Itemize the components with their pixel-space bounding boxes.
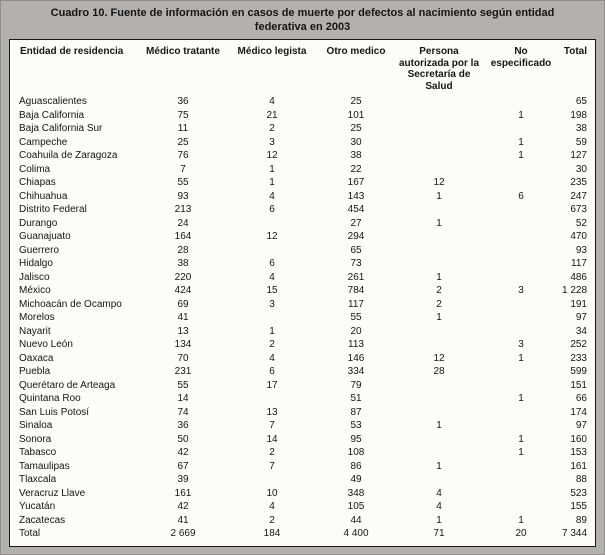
value-cell [482, 217, 560, 231]
value-cell: 153 [570, 447, 587, 458]
value-cell: 28 [177, 244, 189, 256]
value-cell [482, 379, 560, 393]
value-cell: 1 [436, 514, 442, 526]
value-cell: 52 [575, 217, 587, 229]
value-cell: 42 [177, 501, 189, 512]
value-cell: 27 [350, 217, 362, 229]
total-label: Total [19, 528, 41, 539]
value-cell [482, 176, 560, 190]
table-row [18, 284, 589, 298]
value-cell: 1 [436, 312, 442, 323]
value-cell [482, 311, 560, 325]
value-cell: 13 [177, 325, 189, 337]
value-cell: 44 [350, 514, 362, 526]
table-row [18, 257, 589, 271]
value-cell: 1 [518, 433, 524, 445]
value-cell: 4 [269, 352, 275, 364]
value-cell: 24 [177, 217, 189, 229]
value-cell [482, 122, 560, 136]
value-cell [228, 473, 316, 487]
table-row [18, 379, 589, 393]
value-cell: 7 [269, 420, 275, 431]
entity-name: Colima [19, 163, 51, 175]
value-cell: 15 [266, 285, 278, 296]
value-cell: 4 400 [343, 528, 369, 539]
value-cell: 74 [177, 406, 189, 418]
value-cell: 66 [575, 393, 587, 404]
data-table [18, 43, 589, 541]
header-row [18, 43, 589, 95]
value-cell: 1 [518, 447, 524, 458]
entity-name: Puebla [19, 366, 51, 377]
value-cell: 21 [266, 109, 278, 121]
value-cell: 1 [436, 271, 442, 283]
value-cell: 101 [347, 109, 365, 121]
total-row [18, 527, 589, 541]
value-cell: 73 [350, 258, 362, 269]
value-cell: 59 [575, 136, 587, 148]
value-cell [396, 392, 482, 406]
value-cell: 348 [347, 487, 365, 499]
entity-name: Yucatán [19, 501, 56, 512]
value-cell: 1 [518, 352, 524, 364]
table-row [18, 217, 589, 231]
column-header-entidad: Entidad de residencia [20, 46, 124, 57]
value-cell: 22 [350, 163, 362, 175]
value-cell: 12 [433, 352, 445, 364]
entity-name: Quintana Roo [19, 393, 81, 404]
value-cell: 70 [177, 352, 189, 364]
entity-name: Baja California Sur [19, 123, 103, 134]
table-panel [9, 39, 596, 547]
value-cell: 14 [177, 393, 189, 404]
entity-name: Nayarit [19, 325, 51, 337]
value-cell: 6 [518, 190, 524, 202]
value-cell: 3 [518, 285, 524, 296]
table-row [18, 325, 589, 339]
value-cell: 95 [350, 433, 362, 445]
table-row [18, 392, 589, 406]
value-cell: 220 [174, 271, 192, 283]
value-cell [396, 446, 482, 460]
value-cell: 2 [269, 514, 275, 526]
value-cell: 143 [347, 190, 365, 202]
value-cell: 334 [347, 366, 365, 377]
value-cell: 13 [266, 406, 278, 418]
value-cell: 1 [436, 190, 442, 202]
value-cell: 151 [570, 379, 587, 391]
entity-name: Chiapas [19, 177, 56, 188]
value-cell [482, 500, 560, 514]
value-cell: 113 [348, 339, 364, 350]
value-cell: 4 [269, 501, 275, 512]
value-cell: 1 [518, 136, 524, 148]
value-cell: 1 [518, 109, 524, 121]
value-cell: 97 [575, 312, 587, 323]
value-cell: 1 228 [562, 285, 588, 296]
value-cell: 39 [177, 474, 189, 485]
value-cell: 247 [570, 190, 587, 202]
entity-name: Aguascalientes [19, 96, 87, 107]
value-cell: 2 669 [170, 528, 196, 539]
value-cell [396, 122, 482, 136]
value-cell: 89 [575, 514, 587, 526]
value-cell: 117 [348, 298, 364, 310]
entity-name: Oaxaca [19, 352, 54, 364]
value-cell: 2 [269, 339, 275, 350]
value-cell: 105 [347, 501, 365, 512]
value-cell: 7 [269, 460, 275, 472]
value-cell: 184 [263, 528, 281, 539]
entity-name: Guerrero [19, 244, 60, 256]
value-cell: 20 [515, 528, 527, 539]
value-cell: 3 [518, 339, 524, 350]
column-header-total: Total [563, 46, 587, 57]
value-cell: 34 [575, 325, 587, 337]
value-cell [396, 433, 482, 447]
table-row [18, 298, 589, 312]
value-cell: 470 [570, 231, 587, 242]
value-cell [396, 230, 482, 244]
entity-name: Campeche [19, 136, 68, 148]
entity-name: Distrito Federal [19, 204, 87, 215]
value-cell [482, 230, 560, 244]
value-cell: 97 [575, 420, 587, 431]
table-row [18, 190, 589, 204]
value-cell: 38 [350, 150, 362, 161]
value-cell: 55 [350, 312, 362, 323]
entity-name: Jalisco [19, 271, 50, 283]
value-cell: 7 [180, 163, 186, 175]
value-cell: 673 [570, 204, 587, 215]
entity-name: Sinaloa [19, 420, 53, 431]
value-cell: 191 [570, 298, 587, 310]
value-cell: 51 [350, 393, 362, 404]
value-cell: 36 [177, 420, 189, 431]
table-row [18, 311, 589, 325]
value-cell: 235 [570, 177, 587, 188]
value-cell: 12 [433, 177, 445, 188]
value-cell: 4 [269, 271, 275, 283]
value-cell [482, 325, 560, 339]
value-cell [482, 365, 560, 379]
table-row [18, 487, 589, 501]
table-row [18, 95, 589, 109]
table-row [18, 473, 589, 487]
value-cell: 87 [350, 406, 362, 418]
value-cell [396, 325, 482, 339]
value-cell: 161 [174, 487, 192, 499]
value-cell: 12 [266, 231, 278, 242]
value-cell: 20 [350, 325, 362, 337]
value-cell: 127 [570, 150, 587, 161]
entity-name: México [19, 285, 51, 296]
value-cell: 1 [269, 325, 275, 337]
value-cell [228, 244, 316, 258]
value-cell: 55 [177, 177, 189, 188]
value-cell: 28 [433, 366, 445, 377]
table-row [18, 203, 589, 217]
value-cell: 93 [575, 244, 587, 256]
value-cell [482, 406, 560, 420]
table-row [18, 230, 589, 244]
value-cell: 1 [269, 163, 275, 175]
value-cell [396, 136, 482, 150]
entity-name: Baja California [19, 109, 85, 121]
value-cell: 117 [571, 258, 587, 269]
value-cell: 69 [177, 298, 189, 310]
table-row [18, 446, 589, 460]
table-row [18, 149, 589, 163]
value-cell: 1 [518, 393, 524, 404]
value-cell: 55 [177, 379, 189, 391]
value-cell [482, 487, 560, 501]
value-cell [228, 311, 316, 325]
entity-name: Morelos [19, 312, 55, 323]
value-cell [396, 149, 482, 163]
value-cell: 523 [570, 487, 587, 499]
value-cell: 93 [177, 190, 189, 202]
value-cell: 11 [177, 123, 189, 134]
value-cell [396, 406, 482, 420]
value-cell: 486 [570, 271, 587, 283]
table-row [18, 244, 589, 258]
value-cell [396, 203, 482, 217]
value-cell: 155 [570, 501, 587, 512]
value-cell: 7 344 [562, 528, 588, 539]
value-cell: 252 [570, 339, 587, 350]
value-cell: 75 [177, 109, 189, 121]
value-cell: 25 [350, 96, 362, 107]
value-cell: 1 [518, 150, 524, 161]
table-row [18, 460, 589, 474]
value-cell: 30 [575, 163, 587, 175]
entity-name: Chihuahua [19, 190, 68, 202]
value-cell: 2 [436, 285, 442, 296]
entity-name: Nuevo León [19, 339, 73, 350]
table-row [18, 500, 589, 514]
value-cell: 50 [177, 433, 189, 445]
value-cell: 10 [266, 487, 278, 499]
value-cell: 14 [266, 433, 278, 445]
entity-name: Durango [19, 217, 58, 229]
value-cell: 231 [174, 366, 192, 377]
value-cell [396, 163, 482, 177]
value-cell [482, 163, 560, 177]
table-row [18, 176, 589, 190]
value-cell: 1 [436, 217, 442, 229]
table-row [18, 514, 589, 528]
value-cell: 25 [177, 136, 189, 148]
value-cell: 424 [174, 285, 192, 296]
value-cell: 3 [269, 298, 275, 310]
value-cell [396, 244, 482, 258]
value-cell: 213 [174, 204, 192, 215]
value-cell: 233 [570, 352, 587, 364]
value-cell [396, 338, 482, 352]
value-cell: 454 [347, 204, 365, 215]
value-cell: 1 [269, 177, 275, 188]
value-cell: 79 [350, 379, 362, 391]
value-cell: 36 [177, 96, 189, 107]
value-cell [482, 244, 560, 258]
table-row [18, 136, 589, 150]
value-cell: 2 [269, 123, 275, 134]
value-cell: 108 [347, 447, 365, 458]
column-header-medico-legista: Médico legista [237, 46, 307, 57]
value-cell: 167 [347, 177, 365, 188]
value-cell: 25 [350, 123, 362, 134]
entity-name: Michoacán de Ocampo [19, 298, 122, 310]
value-cell [396, 109, 482, 123]
value-cell: 134 [174, 339, 192, 350]
value-cell [396, 379, 482, 393]
entity-name: Querétaro de Arteaga [19, 379, 116, 391]
value-cell: 261 [347, 271, 365, 283]
value-cell: 2 [269, 447, 275, 458]
column-header-otro-medico: Otro medico [326, 46, 386, 57]
value-cell: 2 [436, 298, 442, 310]
value-cell: 42 [177, 447, 189, 458]
value-cell: 4 [269, 96, 275, 107]
entity-name: Tlaxcala [19, 474, 57, 485]
value-cell [482, 460, 560, 474]
column-header-persona-autorizada: Persona autorizada por la Secretaría de Salud [398, 46, 479, 92]
value-cell: 3 [269, 136, 275, 148]
value-cell: 53 [350, 420, 362, 431]
value-cell: 160 [570, 433, 587, 445]
value-cell: 6 [269, 366, 275, 377]
value-cell: 38 [177, 258, 189, 269]
value-cell [228, 217, 316, 231]
entity-name: Coahuila de Zaragoza [19, 150, 118, 161]
value-cell: 12 [266, 150, 278, 161]
table-head [18, 43, 589, 95]
value-cell: 49 [350, 474, 362, 485]
value-cell: 71 [433, 528, 445, 539]
table-row [18, 271, 589, 285]
entity-name: Sonora [19, 433, 52, 445]
table-row [18, 122, 589, 136]
value-cell: 41 [177, 312, 189, 323]
column-header-medico-tratante: Médico tratante [146, 46, 220, 57]
table-row [18, 163, 589, 177]
value-cell [482, 473, 560, 487]
value-cell: 41 [177, 514, 189, 526]
entity-name: Hidalgo [19, 258, 53, 269]
value-cell: 88 [575, 474, 587, 485]
value-cell: 198 [570, 109, 587, 121]
entity-name: Veracruz Llave [19, 487, 86, 499]
value-cell: 65 [575, 96, 587, 107]
table-row [18, 352, 589, 366]
value-cell: 146 [347, 352, 365, 364]
table-row [18, 365, 589, 379]
value-cell: 67 [177, 460, 189, 472]
value-cell: 4 [436, 487, 442, 499]
value-cell: 76 [177, 150, 189, 161]
value-cell: 30 [350, 136, 362, 148]
value-cell: 6 [269, 258, 275, 269]
value-cell: 4 [436, 501, 442, 512]
entity-name: Zacatecas [19, 514, 66, 526]
value-cell [228, 392, 316, 406]
value-cell: 1 [518, 514, 524, 526]
value-cell: 174 [570, 406, 587, 418]
value-cell: 294 [347, 231, 365, 242]
table-title: Cuadro 10. Fuente de información en casos de muerte por defectos al nacimiento según entidad federativa en 2003 [50, 7, 555, 33]
value-cell [482, 271, 560, 285]
value-cell: 6 [269, 204, 275, 215]
entity-name: Tamaulipas [19, 460, 70, 472]
table-row [18, 419, 589, 433]
value-cell [482, 257, 560, 271]
value-cell: 86 [350, 460, 362, 472]
table-row [18, 338, 589, 352]
value-cell: 784 [347, 285, 365, 296]
value-cell: 161 [570, 460, 587, 472]
value-cell: 17 [266, 379, 278, 391]
value-cell: 1 [436, 460, 442, 472]
table-row [18, 406, 589, 420]
table-row [18, 109, 589, 123]
value-cell: 1 [436, 420, 442, 431]
value-cell [396, 95, 482, 109]
value-cell [396, 257, 482, 271]
value-cell: 4 [269, 190, 275, 202]
table-body [18, 95, 589, 541]
value-cell [482, 419, 560, 433]
entity-name: Guanajuato [19, 231, 71, 242]
value-cell [482, 95, 560, 109]
entity-name: Tabasco [19, 447, 57, 458]
column-header-no-especificado: No especificado [490, 46, 552, 69]
entity-name: San Luis Potosí [19, 406, 90, 418]
value-cell [482, 298, 560, 312]
value-cell: 65 [350, 244, 362, 256]
value-cell [482, 203, 560, 217]
value-cell [396, 473, 482, 487]
value-cell: 599 [570, 366, 587, 377]
value-cell: 38 [575, 123, 587, 134]
value-cell: 164 [174, 231, 192, 242]
table-row [18, 433, 589, 447]
